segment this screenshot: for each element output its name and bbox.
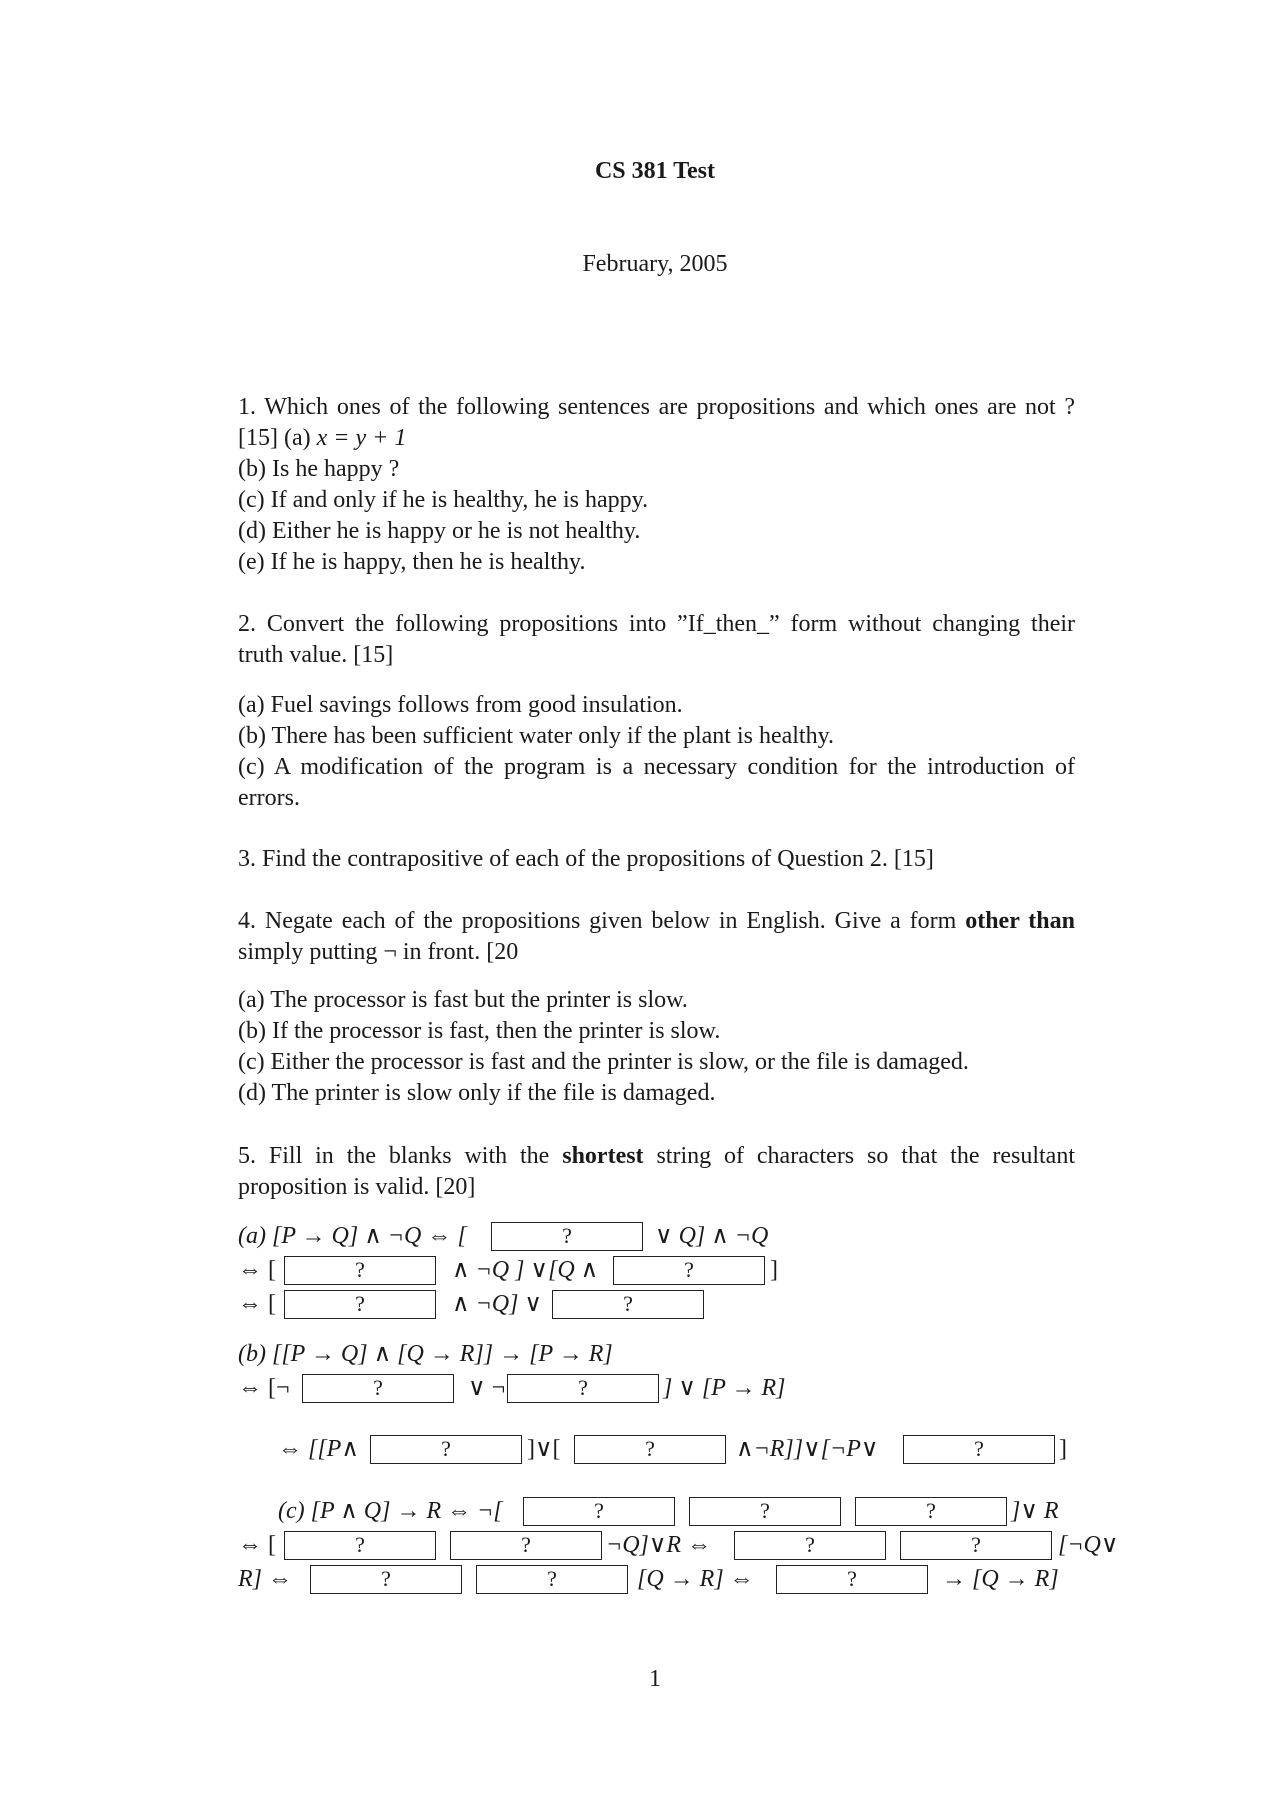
q5b-line3-left: ⇔ [[P∧ (278, 1436, 359, 1462)
blank-c7[interactable]: ? (900, 1531, 1052, 1560)
blank-c8[interactable]: ? (310, 1565, 462, 1594)
question-4-items (238, 985, 1075, 1109)
q4-item-d: (d) The printer is slow only if the file is damaged. (238, 1080, 716, 1106)
blank-a3[interactable]: ? (613, 1256, 765, 1285)
q5c-line1-right: ]∨ R (1011, 1498, 1059, 1524)
q5b-line3-mid: ]∨[ (527, 1436, 561, 1462)
blank-c4[interactable]: ? (284, 1531, 436, 1560)
blank-b4[interactable]: ? (574, 1435, 726, 1464)
q5a-line2-right: ] (770, 1257, 778, 1283)
date: February, 2005 (582, 251, 728, 277)
blank-b5[interactable]: ? (903, 1435, 1055, 1464)
blank-c2[interactable]: ? (689, 1497, 841, 1526)
blank-c6[interactable]: ? (734, 1531, 886, 1560)
q4-intro-b: simply putting ¬ in front. [20 (238, 939, 519, 965)
q5b-line3-mid2: ∧¬R]]∨[¬P∨ (736, 1436, 879, 1462)
q5b-line2-left: ⇔ [¬ (238, 1375, 290, 1401)
page-title: CS 381 Test (594, 158, 716, 184)
question-2-intro: 2. Convert the following propositions into ”If_then_” form without changing their truth value. [15] (238, 611, 1075, 668)
q1-item-e: (e) If he is happy, then he is healthy. (238, 549, 586, 575)
q5c-line3-left: R] ⇔ (238, 1566, 292, 1592)
q1-item-d: (d) Either he is happy or he is not healthy. (238, 518, 641, 544)
q5c-line2-mid: ¬Q]∨R ⇔ (606, 1532, 712, 1558)
q5a-line2-mid: ∧ ¬Q ] ∨[Q ∧ (452, 1257, 599, 1283)
q5b-line3-right: ] (1059, 1436, 1067, 1462)
q4-item-a: (a) The processor is fast but the printer is slow. (238, 987, 688, 1013)
blank-c10[interactable]: ? (776, 1565, 928, 1594)
q2-item-b: (b) There has been sufficient water only if the plant is healthy. (238, 723, 835, 749)
q1-a-math: x = y + 1 (316, 425, 407, 451)
question-2-items (238, 690, 1075, 814)
question-3: 3. Find the contrapositive of each of the propositions of Question 2. [15] (238, 846, 934, 872)
q5a-line3-mid: ∧ ¬Q] ∨ (452, 1291, 542, 1317)
question-1 (238, 392, 1075, 578)
q5a-line2-left: ⇔ [ (238, 1257, 276, 1283)
q4-item-c: (c) Either the processor is fast and the printer is slow, or the file is damaged. (238, 1049, 969, 1075)
q5-bold: shortest (562, 1143, 644, 1169)
q5c-line3-right: → [Q → R] (942, 1566, 1059, 1592)
blank-c1[interactable]: ? (523, 1497, 675, 1526)
q2-item-a: (a) Fuel savings follows from good insulation. (238, 692, 683, 718)
q5a-line3-left: ⇔ [ (238, 1291, 276, 1317)
q5c-line2-right: [¬Q∨ (1058, 1532, 1119, 1558)
blank-a4[interactable]: ? (284, 1290, 436, 1319)
q5c-line3-mid: [Q → R] ⇔ (637, 1566, 754, 1592)
q5a-line1-right: ∨ Q] ∧ ¬Q (655, 1223, 769, 1249)
blank-a2[interactable]: ? (284, 1256, 436, 1285)
question-4-intro (238, 906, 1075, 968)
q5b-line2-mid: ∨ ¬ (468, 1375, 506, 1401)
q4-intro-a: 4. Negate each of the propositions given below in English. Give a form (238, 908, 966, 934)
question-5-intro (238, 1141, 1075, 1203)
blank-c3[interactable]: ? (855, 1497, 1007, 1526)
q5c-line2-left: ⇔ [ (238, 1532, 276, 1558)
q5-intro-a: 5. Fill in the blanks with the (238, 1143, 563, 1169)
q5c-line1-left: (c) [P ∧ Q] → R ⇔ ¬[ (278, 1498, 503, 1524)
q1-item-c: (c) If and only if he is healthy, he is happy. (238, 487, 649, 513)
blank-a5[interactable]: ? (552, 1290, 704, 1319)
q5b-line2-right: ] ∨ [P → R] (663, 1375, 786, 1401)
page-number: 1 (649, 1666, 661, 1692)
q5-intro-b: string of characters so that the resultant proposition is valid. [20] (238, 1143, 1075, 1200)
q2-item-c: (c) A modification of the program is a necessary condition for the introduction of errors. (238, 754, 1075, 811)
q5a-line1-left: (a) [P → Q] ∧ ¬Q ⇔ [ (238, 1223, 467, 1249)
blank-c5[interactable]: ? (450, 1531, 602, 1560)
q1-item-b: (b) Is he happy ? (238, 456, 400, 482)
blank-a1[interactable]: ? (491, 1222, 643, 1251)
blank-b1[interactable]: ? (302, 1374, 454, 1403)
blank-c9[interactable]: ? (476, 1565, 628, 1594)
q5b-line1: (b) [[P → Q] ∧ [Q → R]] → [P → R] (238, 1341, 613, 1367)
blank-b2[interactable]: ? (507, 1374, 659, 1403)
q1-intro: 1. Which ones of the following sentences are propositions and which ones are not ? [15] (a) (238, 394, 1075, 451)
q4-item-b: (b) If the processor is fast, then the printer is slow. (238, 1018, 721, 1044)
blank-b3[interactable]: ? (370, 1435, 522, 1464)
q4-bold: other than (965, 908, 1075, 934)
